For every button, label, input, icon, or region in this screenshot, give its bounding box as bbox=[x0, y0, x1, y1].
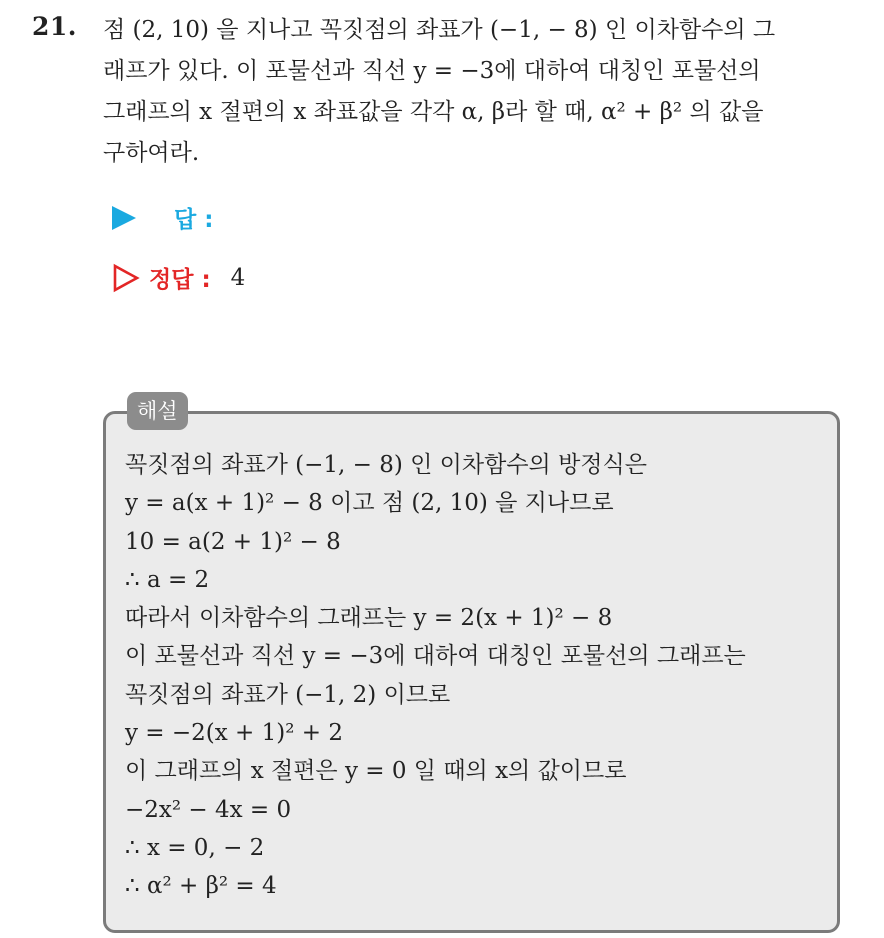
solution-line: ∴ α² + β² = 4 bbox=[125, 873, 277, 900]
question-line: 구하여라. bbox=[103, 140, 200, 166]
solution-text bbox=[125, 446, 835, 906]
solution-line: 따라서 이차함수의 그래프는 y = 2(x + 1)² − 8 bbox=[125, 605, 613, 632]
solution-line: 이 그래프의 x 절편은 y = 0 일 때의 x의 값이므로 bbox=[125, 758, 627, 785]
play-triangle-filled-icon bbox=[112, 206, 136, 230]
solution-line: 이 포물선과 직선 y = −3에 대하여 대칭인 포물선의 그래프는 bbox=[125, 643, 746, 670]
question-number: 21. bbox=[32, 12, 77, 41]
solution-line: 꼭짓점의 좌표가 (−1, 2) 이므로 bbox=[125, 681, 451, 708]
solution-line: y = −2(x + 1)² + 2 bbox=[125, 720, 343, 747]
solution-line: 10 = a(2 + 1)² − 8 bbox=[125, 528, 341, 555]
answer-input-row[interactable] bbox=[112, 201, 213, 234]
solution-line: 꼭짓점의 좌표가 (−1, − 8) 인 이차함수의 방정식은 bbox=[125, 452, 647, 478]
correct-answer-row bbox=[112, 261, 245, 294]
question-line: 래프가 있다. 이 포물선과 직선 y = −3에 대하여 대칭인 포물선의 bbox=[103, 58, 761, 84]
question-text bbox=[103, 10, 868, 174]
correct-answer-label: 정답 : bbox=[149, 267, 211, 293]
correct-answer-value: 4 bbox=[230, 264, 246, 291]
solution-tag: 해설 bbox=[127, 392, 188, 430]
solution-line: ∴ x = 0, − 2 bbox=[125, 834, 265, 861]
solution-line: ∴ a = 2 bbox=[125, 566, 210, 593]
solution-line: y = a(x + 1)² − 8 이고 점 (2, 10) 을 지나므로 bbox=[125, 490, 614, 517]
question-line: 점 (2, 10) 을 지나고 꼭짓점의 좌표가 (−1, − 8) 인 이차함수의 그 bbox=[103, 17, 776, 43]
question-line: 그래프의 x 절편의 x 좌표값을 각각 α, β라 할 때, α² + β² 의 값을 bbox=[103, 99, 764, 125]
solution-line: −2x² − 4x = 0 bbox=[125, 796, 292, 823]
answer-label: 답 : bbox=[174, 207, 214, 233]
play-triangle-outline-icon bbox=[112, 263, 140, 293]
